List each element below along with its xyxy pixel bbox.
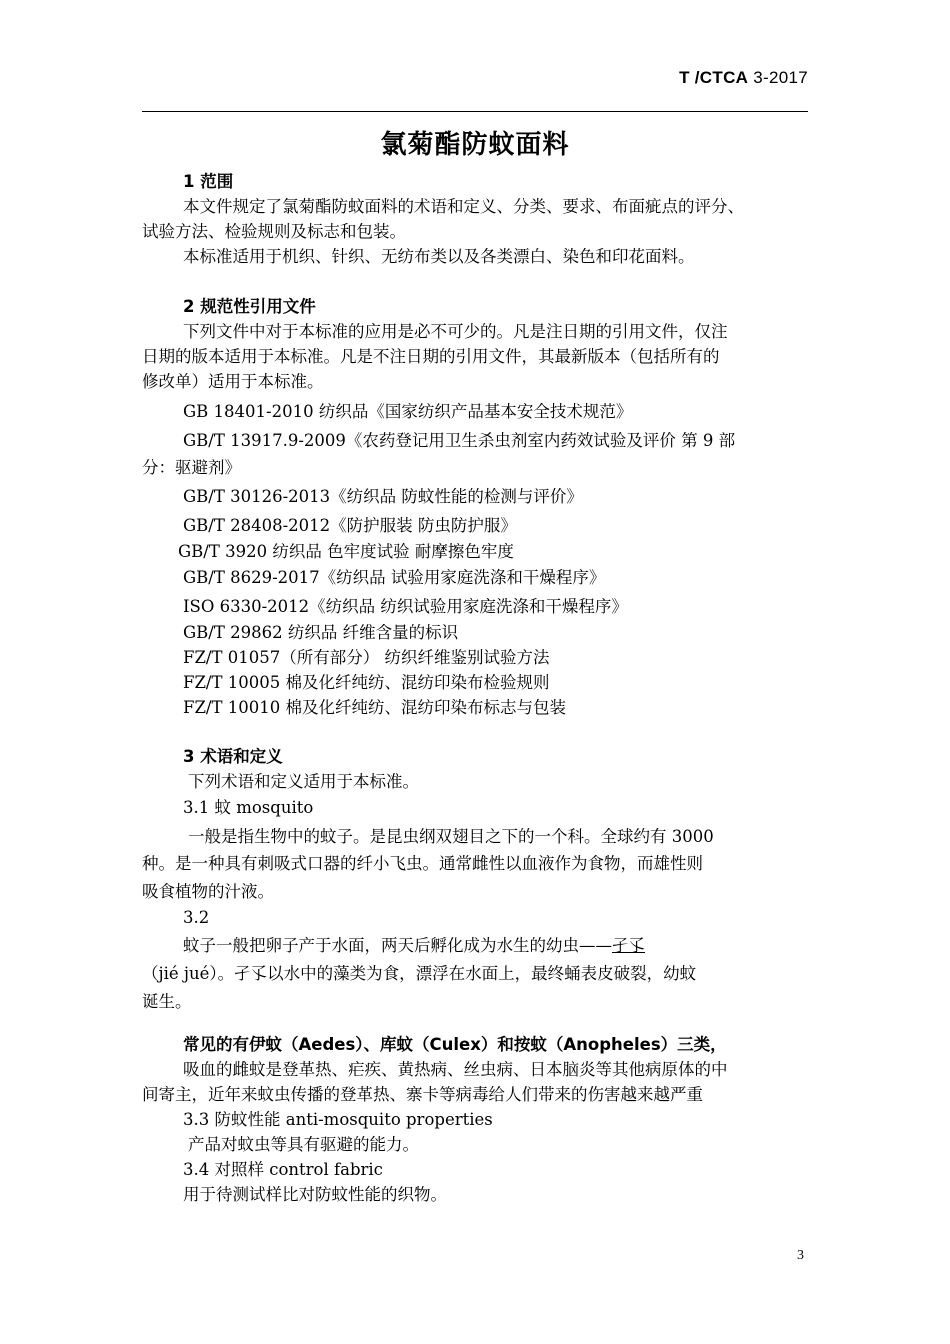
reference-item: GB/T 3920 纺织品 色牢度试验 耐摩擦色牢度 — [178, 542, 514, 561]
term-3-3-heading: 3.3 防蚊性能 anti-mosquito properties — [183, 1110, 493, 1129]
mosquito-types: 常见的有伊蚊（Aedes）、库蚊（Culex）和按蚊（Anopheles）三类， — [183, 1035, 727, 1054]
header-rule — [142, 111, 808, 112]
s3-intro: 下列术语和定义适用于本标准。 — [188, 772, 419, 791]
reference-item: GB 18401-2010 纺织品《国家纺织产品基本安全技术规范》 — [183, 402, 633, 421]
section-3-heading: 3 术语和定义 — [183, 747, 283, 766]
page-title: 氯菊酯防蚊面料 — [380, 130, 570, 160]
term-3-2-line1 — [183, 935, 645, 957]
term-3-1-line1: 一般是指生物中的蚊子。是昆虫纲双翅目之下的一个科。全球约有 3000 — [188, 827, 714, 846]
standard-prefix: T /CTCA — [679, 68, 749, 87]
reference-item: GB/T 13917.9-2009《农药登记用卫生杀虫剂室内药效试验及评价 第 9 部 — [183, 431, 736, 450]
term-3-1-heading: 3.1 蚊 mosquito — [183, 798, 314, 817]
s1-para2: 本标准适用于机织、针织、无纺布类以及各类漂白、染色和印花面料。 — [183, 247, 695, 266]
standard-number: 3-2017 — [753, 68, 808, 87]
term-3-1-line3: 吸食植物的汁液。 — [142, 882, 274, 901]
term-3-4-heading: 3.4 对照样 control fabric — [183, 1160, 383, 1179]
page-number: 3 — [797, 1248, 804, 1263]
reference-item: FZ/T 10010 棉及化纤纯纺、混纺印染布标志与包装 — [183, 698, 566, 717]
term-3-2-line3: 诞生。 — [142, 992, 192, 1011]
term-3-2-heading: 3.2 — [183, 908, 210, 927]
s1-para1-line1: 本文件规定了氯菊酯防蚊面料的术语和定义、分类、要求、布面疵点的评分、 — [183, 197, 744, 216]
term-3-2-line2: （jié jué）。孑孓以水中的藻类为食，漂浮在水面上，最终蛹表皮破裂，幼蚊 — [142, 964, 697, 983]
s2-para1-line1: 下列文件中对于本标准的应用是必不可少的。凡是注日期的引用文件，仅注 — [183, 322, 728, 341]
reference-item: GB/T 30126-2013《纺织品 防蚊性能的检测与评价》 — [183, 487, 583, 506]
reference-item: GB/T 28408-2012《防护服装 防虫防护服》 — [183, 516, 517, 535]
section-2-heading: 2 规范性引用文件 — [183, 297, 316, 316]
term-3-3-text: 产品对蚊虫等具有驱避的能力。 — [188, 1135, 419, 1154]
s1-para1-line2: 试验方法、检验规则及标志和包装。 — [142, 222, 406, 241]
standard-code — [679, 68, 808, 88]
term-3-2-line1-text: 蚊子一般把卵子产于水面，两天后孵化成为水生的幼虫—— — [183, 936, 612, 955]
jiejue-term: 孑孓 — [612, 936, 645, 955]
reference-item: GB/T 8629-2017《纺织品 试验用家庭洗涤和干燥程序》 — [183, 568, 606, 587]
reference-item: ISO 6330-2012《纺织品 纺织试验用家庭洗涤和干燥程序》 — [183, 597, 628, 616]
reference-item-cont: 分：驱避剂》 — [142, 458, 241, 477]
reference-item: GB/T 29862 纺织品 纤维含量的标识 — [183, 623, 459, 642]
s2-para1-line3: 修改单）适用于本标准。 — [142, 372, 324, 391]
blood-para-line2: 间寄主，近年来蚊虫传播的登革热、寨卡等病毒给人们带来的伤害越来越严重 — [142, 1085, 703, 1104]
s2-para1-line2: 日期的版本适用于本标准。凡是不注日期的引用文件，其最新版本（包括所有的 — [142, 347, 720, 366]
section-1-heading: 1 范围 — [183, 172, 234, 191]
reference-item: FZ/T 01057（所有部分） 纺织纤维鉴别试验方法 — [183, 648, 550, 667]
blood-para-line1: 吸血的雌蚊是登革热、疟疾、黄热病、丝虫病、日本脑炎等其他病原体的中 — [183, 1060, 728, 1079]
term-3-4-text: 用于待测试样比对防蚊性能的织物。 — [183, 1185, 447, 1204]
reference-item: FZ/T 10005 棉及化纤纯纺、混纺印染布检验规则 — [183, 673, 550, 692]
term-3-1-line2: 种。是一种具有刺吸式口器的纤小飞虫。通常雌性以血液作为食物，而雄性则 — [142, 854, 703, 873]
